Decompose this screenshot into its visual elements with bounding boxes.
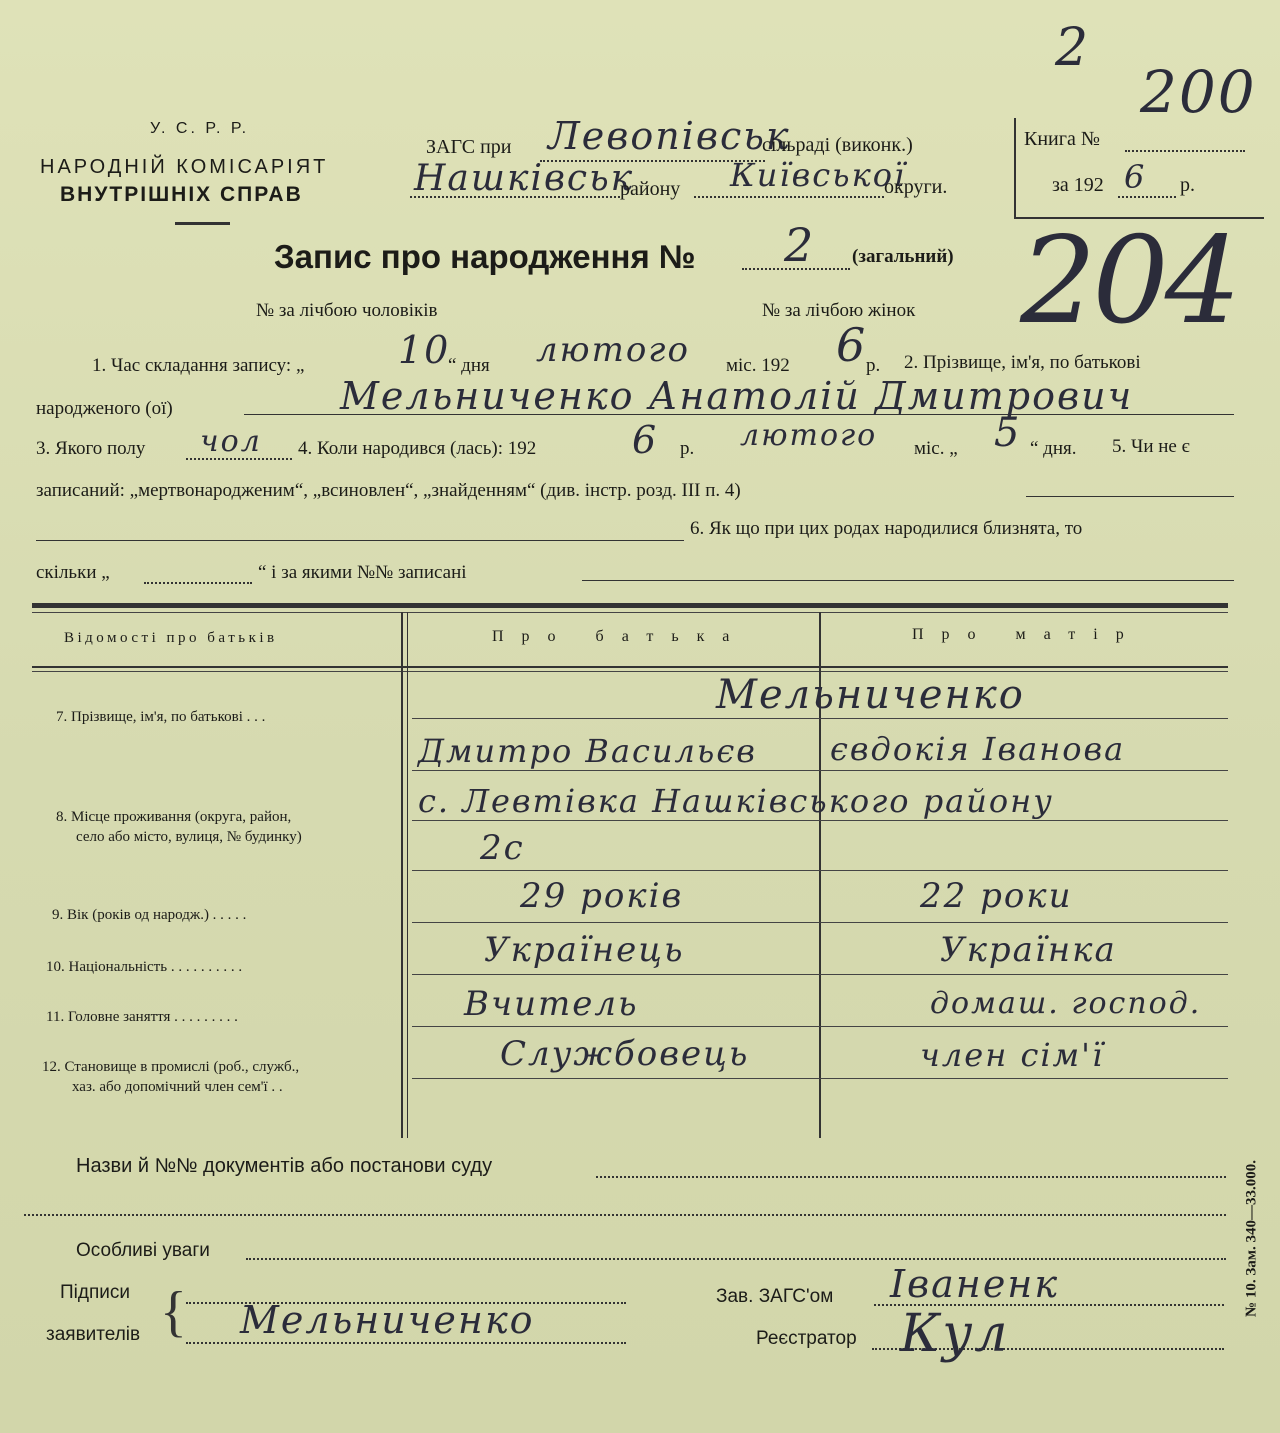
row12-father-value: Службовець xyxy=(500,1034,750,1074)
row12-label2: хаз. або допомічний член сем'ї . . xyxy=(72,1079,283,1095)
record-title: Запис про народження № xyxy=(274,238,696,275)
book-year-line xyxy=(1118,196,1176,198)
registrar-label: Реєстратор xyxy=(756,1328,857,1349)
field1-day-value: 10 xyxy=(398,328,451,372)
field6-line xyxy=(582,580,1234,581)
archive-number-big: 204 xyxy=(1020,212,1238,351)
row11-mother-value: домаш. господ. xyxy=(930,986,1202,1021)
field1-month-value: лютого xyxy=(536,330,690,370)
table-col-divider-1 xyxy=(401,612,403,1138)
table-header-father: Про батька xyxy=(492,628,748,645)
book-year-label: за 192 xyxy=(1052,174,1104,196)
row8-father-value2: 2с xyxy=(480,828,525,868)
field6-label: 6. Як що при цих родах народилися близнята, то xyxy=(690,518,1083,539)
row9-label: 9. Вік (років од народж.) . . . . . xyxy=(52,907,247,923)
zags-district-value: Нашківськ xyxy=(414,158,635,199)
field6-label2b: “ і за якими №№ записані xyxy=(258,562,467,583)
book-label: Книга № xyxy=(1024,128,1100,150)
field1-day-suffix: “ дня xyxy=(448,355,490,376)
docs-line xyxy=(596,1176,1226,1178)
ussr-label: У. С. Р. Р. xyxy=(150,120,250,137)
table-header-mother: Про матір xyxy=(912,626,1142,643)
zags-okrug-line xyxy=(694,196,884,198)
row7-mother-value: євдокія Іванова xyxy=(830,730,1126,768)
zags-okrug-value: Київської xyxy=(730,156,907,194)
row9-mother-value: 22 роки xyxy=(920,876,1073,916)
field4-day-value: 5 xyxy=(994,410,1022,456)
count-women-label: № за лічбою жінок xyxy=(762,300,916,321)
row7-common-value: Мельниченко xyxy=(716,672,1025,718)
registrar-signature: Кул xyxy=(900,1304,1010,1364)
row8-label1: 8. Місце проживання (округа, район, xyxy=(56,809,292,825)
row11-label: 11. Головне заняття . . . . . . . . . xyxy=(46,1009,238,1025)
field4-label: 4. Коли народився (лась): 192 xyxy=(298,438,537,459)
table-row-line xyxy=(412,1026,1228,1027)
table-row-line xyxy=(412,718,1228,719)
head-label: Зав. ЗАГС'ом xyxy=(716,1286,834,1307)
row7-label: 7. Прізвище, ім'я, по батькові . . . xyxy=(56,709,266,725)
record-number-value: 2 xyxy=(784,218,816,272)
book-box-bottom xyxy=(1014,217,1264,219)
table-row-line xyxy=(412,820,1228,821)
table-top-rule-thin xyxy=(32,612,1228,613)
field5-label2: записаний: „мертвонародженим“, „всиновлен“, „знайденням“ (див. інстр. розд. III п. 4) xyxy=(36,480,741,501)
row7-father-value: Дмитро Васильєв xyxy=(418,732,757,770)
field2-label2: народженого (ої) xyxy=(36,398,173,419)
table-row-line xyxy=(412,770,1228,771)
table-row-line xyxy=(412,870,1228,871)
zags-suffix2: району xyxy=(620,178,681,200)
book-number-line xyxy=(1125,150,1245,152)
field6-label2a: скільки „ xyxy=(36,562,110,583)
field1-month-suffix: міс. 192 xyxy=(726,355,790,376)
table-col-divider-1b xyxy=(407,612,408,1138)
sign-line-2 xyxy=(186,1342,626,1344)
row8-common-value: с. Левтівка Нашківського району xyxy=(418,782,1054,820)
field1-year-suffix: р. xyxy=(866,355,881,376)
field5-label: 5. Чи не є xyxy=(1112,436,1190,457)
row10-label: 10. Національність . . . . . . . . . . xyxy=(46,959,243,975)
table-header-bottom-thin xyxy=(32,671,1228,672)
field4-year-value: 6 xyxy=(632,418,659,462)
archive-number-mid: 200 xyxy=(1140,58,1257,126)
zags-suffix1: сільраді (виконк.) xyxy=(762,134,913,156)
field4-year-suffix: р. xyxy=(680,438,695,459)
field2-label: 2. Прізвище, ім'я, по батькові xyxy=(904,352,1141,373)
table-top-rule xyxy=(32,603,1228,608)
commissariat-label: НАРОДНІЙ КОМІСАРІЯТ xyxy=(40,156,329,178)
docs-label: Назви й №№ документів або постанови суду xyxy=(76,1155,493,1177)
field5-line2 xyxy=(36,540,684,541)
zags-suffix3: округи. xyxy=(884,176,948,198)
side-print: № 10. Зам. 340—33.000. xyxy=(1243,1160,1260,1317)
applicant-signature: Мельниченко xyxy=(240,1298,535,1342)
record-title-suffix: (загальний) xyxy=(852,246,954,267)
field4-month-value: лютого xyxy=(740,418,878,453)
row12-mother-value: член сім'ї xyxy=(920,1036,1105,1074)
archive-number-top: 2 xyxy=(1055,18,1091,78)
zags-prefix: ЗАГС при xyxy=(426,136,512,158)
table-header-info: Відомості про батьків xyxy=(64,630,278,646)
header-rule xyxy=(175,222,230,225)
notes-label: Особливі уваги xyxy=(76,1240,210,1261)
field2-name-value: Мельниченко Анатолій Дмитрович xyxy=(340,374,1134,418)
sign-label-2: заявителів xyxy=(46,1324,141,1345)
head-signature: Іваненк xyxy=(890,1262,1060,1306)
row8-label2: село або місто, вулиця, № будинку) xyxy=(76,829,302,845)
field1-year-value: 6 xyxy=(836,318,868,372)
book-year-suffix: р. xyxy=(1180,174,1195,196)
field3-label: 3. Якого полу xyxy=(36,438,146,459)
field6-count-line xyxy=(144,582,252,584)
field1-label: 1. Час складання запису: „ xyxy=(92,355,305,376)
field4-day-suffix: “ дня. xyxy=(1030,438,1077,459)
notes-line xyxy=(246,1258,1226,1260)
book-year-value: 6 xyxy=(1124,158,1147,196)
field3-sex-value: чол xyxy=(200,424,262,459)
sign-label-1: Підписи xyxy=(60,1282,130,1303)
count-men-label: № за лічбою чоловіків xyxy=(256,300,438,321)
table-row-line xyxy=(412,1078,1228,1079)
docs-line-2 xyxy=(24,1214,1226,1216)
book-box-left xyxy=(1014,118,1016,218)
table-header-bottom xyxy=(32,666,1228,668)
field5-line xyxy=(1026,496,1234,497)
row12-label1: 12. Становище в промислі (роб., служб., xyxy=(42,1059,300,1075)
row11-father-value: Вчитель xyxy=(464,984,639,1024)
table-row-line xyxy=(412,922,1228,923)
zags-council-value: Левопівськ xyxy=(548,114,791,158)
row9-father-value: 29 років xyxy=(520,876,684,916)
row10-mother-value: Українка xyxy=(940,930,1117,970)
row10-father-value: Українець xyxy=(484,930,685,970)
sign-brace: { xyxy=(160,1281,187,1343)
ministry-label: ВНУТРІШНІХ СПРАВ xyxy=(60,183,303,206)
table-row-line xyxy=(412,974,1228,975)
field4-month-suffix: міс. „ xyxy=(914,438,958,459)
